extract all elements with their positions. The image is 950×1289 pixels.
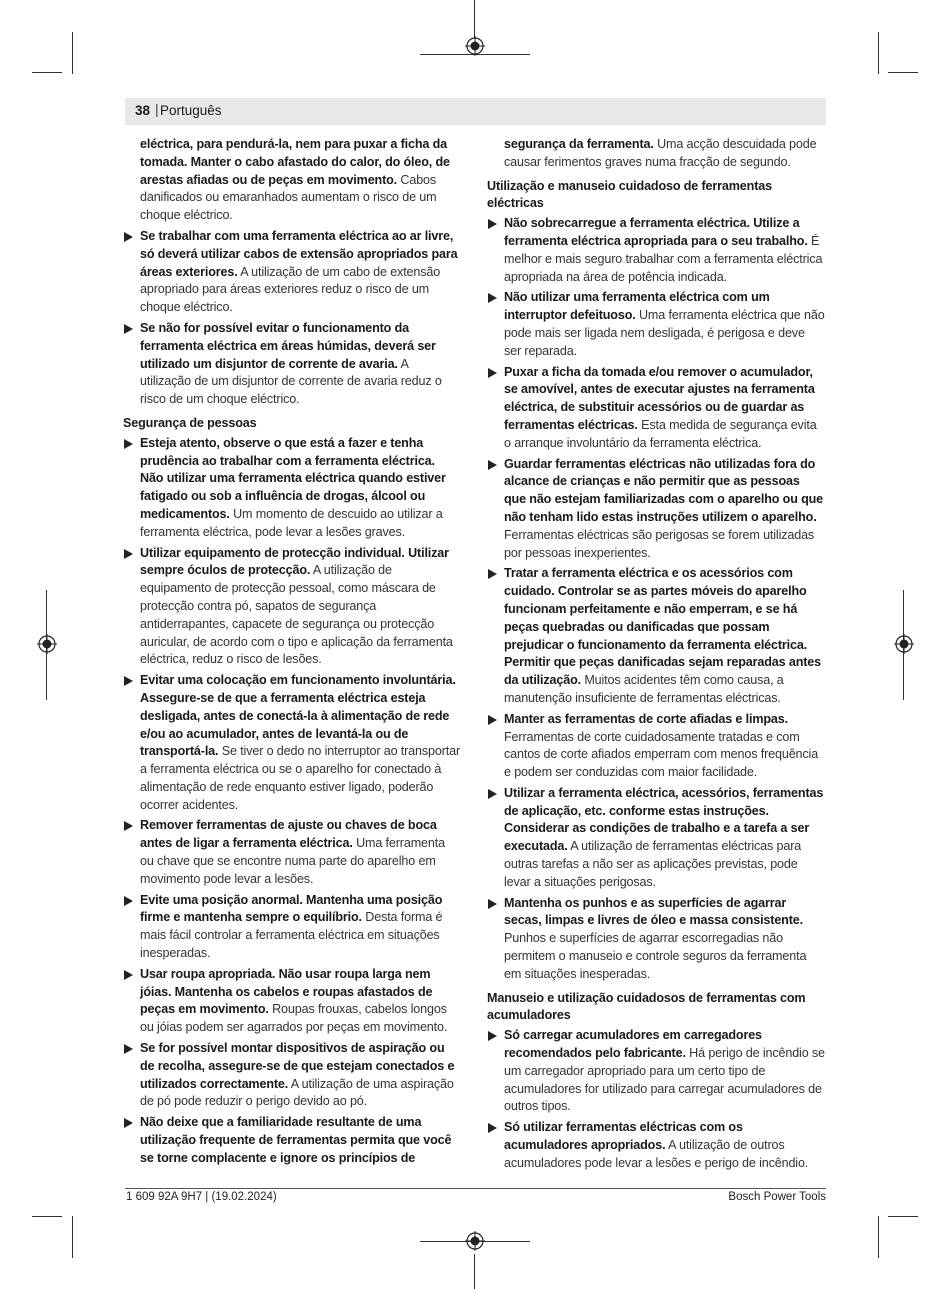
list-item: [123, 320, 461, 409]
paragraph: [123, 136, 461, 225]
bullet-arrow-icon: [124, 970, 133, 980]
crop-mark: [878, 1216, 879, 1258]
list-item: [487, 289, 825, 360]
bullet-arrow-icon: [124, 232, 133, 242]
bullet-arrow-icon: [488, 569, 497, 579]
crop-mark: [888, 72, 918, 73]
bold-text: Remover ferramentas de ajuste ou chaves de boca antes de ligar a ferramenta eléctrica.: [140, 818, 437, 851]
page-header-bar: [125, 98, 826, 125]
normal-text: Cabos danificados ou emaranhados aumentam o risco de um choque eléctrico.: [140, 172, 437, 223]
bold-text: Mantenha os punhos e as superfícies de agarrar secas, limpas e livres de óleo e massa consistente.: [504, 895, 803, 928]
normal-text: Esta medida de segurança evita o arranque involuntário da ferramenta eléctrica.: [504, 417, 817, 450]
header-language: Português: [160, 103, 222, 118]
normal-text: Há perigo de incêndio se um carregador apropriado para um certo tipo de acumuladores for utilizado para carregar acumuladores de outros tipos.: [504, 1046, 825, 1114]
header-separator: |: [155, 101, 159, 117]
normal-text: Muitos acidentes têm como causa, a manutenção insuficiente de ferramentas eléctricas.: [504, 673, 784, 705]
bullet-arrow-icon: [124, 439, 133, 449]
normal-text: Uma ferramenta eléctrica que não pode mais ser ligada nem desligada, é perigosa e deve ser reparada.: [504, 308, 825, 358]
bold-text: Guardar ferramentas eléctricas não utilizadas fora do alcance de crianças e não permitir que as pessoas que não estejam familiarizadas com o aparelho ou que não tenham lido estas instruções utilizem o aparelho.: [504, 456, 824, 524]
bullet-arrow-icon: [124, 549, 133, 559]
bullet-arrow-icon: [124, 1118, 133, 1128]
list-item: [123, 228, 461, 317]
list-item: [487, 215, 825, 286]
list-item: [487, 785, 825, 892]
normal-text: Uma acção descuidada pode causar ferimentos graves numa fracção de segundo.: [504, 137, 817, 169]
bold-text: eléctrica, para pendurá-la, nem para puxar a ficha da tomada. Manter o cabo afastado do calor, do óleo, de arestas afiadas ou de peças em movimento.: [140, 137, 450, 187]
bullet-arrow-icon: [124, 1044, 133, 1054]
bullet-arrow-icon: [124, 896, 133, 906]
section-heading: Utilização e manuseio cuidadoso de ferramentas eléctricas: [487, 178, 772, 211]
bullet-arrow-icon: [488, 789, 497, 799]
bullet-arrow-icon: [124, 821, 133, 831]
bold-text: Só carregar acumuladores em carregadores recomendados pelo fabricante.: [504, 1028, 762, 1061]
crop-mark: [72, 1216, 73, 1258]
bold-text: Tratar a ferramenta eléctrica e os acessórios com cuidado. Controlar se as partes móveis do aparelho funcionam perfeitamente e não emperram, e se há peças quebradas ou danificadas que possam prejudicar o funcionamento da ferramenta eléctrica. Permitir que peças danificadas sejam reparadas antes da utilização.: [504, 566, 821, 688]
page-number: 38: [135, 103, 151, 118]
bold-text: Evitar uma colocação em funcionamento involuntária. Assegure-se de que a ferramenta eléctrica esteja desligada, antes de conectá-la à alimentação de rede e/ou ao acumulador, antes de levantá-la ou de transportá-la.: [140, 673, 456, 759]
list-item: [123, 1040, 461, 1111]
footer-rule: [125, 1188, 826, 1189]
list-item: [123, 672, 461, 814]
bold-text: Puxar a ficha da tomada e/ou remover o acumulador, se amovível, antes de executar ajustes na ferramenta eléctrica, de substituir acessórios ou de guardar as ferramentas eléctricas.: [504, 364, 815, 432]
crop-mark: [32, 72, 62, 73]
registration-mark-icon: [37, 634, 57, 654]
bullet-arrow-icon: [488, 715, 497, 725]
right-column: [487, 136, 825, 1176]
bullet-arrow-icon: [488, 368, 497, 378]
crop-mark: [474, 0, 475, 38]
bullet-arrow-icon: [488, 1031, 497, 1041]
list-item: [487, 456, 825, 563]
list-item: [123, 966, 461, 1037]
normal-text: Um momento de descuido ao utilizar a ferramenta eléctrica, pode levar a lesões graves.: [140, 506, 443, 539]
registration-mark-icon: [465, 36, 485, 56]
list-item: [123, 1114, 461, 1167]
section-heading: Manuseio e utilização cuidadosos de ferramentas com acumuladores: [487, 990, 806, 1023]
paragraph: [487, 136, 825, 172]
list-item: [487, 1119, 825, 1172]
normal-text: A utilização de ferramentas eléctricas para outras tarefas a não ser as aplicações previstas, pode levar a situações perigosas.: [504, 839, 802, 889]
crop-mark: [72, 32, 73, 74]
crop-mark: [32, 1216, 62, 1217]
normal-text: Ferramentas eléctricas são perigosas se forem utilizadas por pessoas inexperientes.: [504, 527, 815, 560]
bold-text: Não sobrecarregue a ferramenta eléctrica. Utilize a ferramenta eléctrica apropriada para o seu trabalho.: [504, 216, 808, 248]
list-item: [123, 435, 461, 542]
bold-text: Se não for possível evitar o funcionamento da ferramenta eléctrica em áreas húmidas, deverá ser utilizado um disjuntor de corrente de avaria.: [140, 320, 436, 371]
bold-text: Se trabalhar com uma ferramenta eléctrica ao ar livre, só deverá utilizar cabos de extensão apropriados para áreas exteriores.: [140, 228, 458, 279]
normal-text: Punhos e superfícies de agarrar escorregadias não permitem o manuseio e controle seguros da ferramenta em situações inesperadas.: [504, 931, 807, 981]
bullet-arrow-icon: [488, 460, 497, 470]
normal-text: Uma ferramenta ou chave que se encontre numa parte do aparelho em movimento pode levar a lesões.: [140, 836, 445, 886]
bold-text: Utilizar equipamento de protecção individual. Utilizar sempre óculos de protecção.: [140, 545, 449, 578]
list-item: [487, 895, 825, 984]
normal-text: A utilização de outros acumuladores pode levar a lesões e perigo de incêndio.: [504, 1138, 809, 1170]
bullet-arrow-icon: [488, 219, 497, 229]
list-item: [487, 711, 825, 782]
footer-doc-code: 1 609 92A 9H7 | (19.02.2024): [126, 1191, 277, 1203]
normal-text: A utilização de um disjuntor de corrente de avaria reduz o risco de um choque eléctrico.: [140, 356, 442, 407]
bold-text: Utilizar a ferramenta eléctrica, acessórios, ferramentas de aplicação, etc. conforme estas instruções. Considerar as condições de trabalho e a tarefa a ser executada.: [504, 785, 824, 854]
section-heading: Segurança de pessoas: [123, 415, 257, 430]
normal-text: Roupas frouxas, cabelos longos ou jóias podem ser agarrados por peças em movimento.: [140, 1002, 448, 1035]
bullet-arrow-icon: [124, 324, 133, 334]
bullet-arrow-icon: [488, 1123, 497, 1133]
bold-text: Esteja atento, observe o que está a fazer e tenha prudência ao trabalhar com a ferramenta eléctrica. Não utilizar uma ferramenta eléctrica quando estiver fatigado ou sob a influência de drogas, álcool ou medicamentos.: [140, 435, 446, 521]
list-item: [123, 545, 461, 670]
normal-text: A utilização de equipamento de protecção pessoal, como máscara de protecção contra pó, sapatos de segurança antiderrapantes, capacete de segurança ou protecção auricular, de acordo com o tipo e aplicação da ferramenta eléctrica, reduz o risco de lesões.: [140, 563, 453, 667]
bold-text: Só utilizar ferramentas eléctricas com os acumuladores apropriados.: [504, 1120, 743, 1153]
list-item: [487, 1027, 825, 1116]
bullet-arrow-icon: [488, 899, 497, 909]
normal-text: Desta forma é mais fácil controlar a ferramenta eléctrica em situações inesperadas.: [140, 910, 443, 961]
bold-text: Evite uma posição anormal. Mantenha uma posição firme e mantenha sempre o equilíbrio.: [140, 892, 443, 925]
left-column: [123, 136, 461, 1171]
bold-text: Manter as ferramentas de corte afiadas e limpas.: [504, 711, 788, 726]
list-item: [123, 817, 461, 888]
list-item: [487, 565, 825, 707]
registration-mark-icon: [465, 1231, 485, 1251]
normal-text: A utilização de uma aspiração de pó pode reduzir o perigo devido ao pó.: [140, 1076, 454, 1109]
bold-text: Não deixe que a familiaridade resultante de uma utilização frequente de ferramentas permita que você se torne complacente e ignore os princípios de: [140, 1115, 452, 1165]
normal-text: Se tiver o dedo no interruptor ao transportar a ferramenta eléctrica ou se o aparelho for conectado à alimentação de rede enquanto estiver ligado, poderão ocorrer acidentes.: [140, 744, 461, 812]
bullet-arrow-icon: [124, 676, 133, 686]
list-item: [487, 364, 825, 453]
normal-text: Ferramentas de corte cuidadosamente tratadas e com cantos de corte afiados emperram com menos frequência e podem ser conduzidas com maior facilidade.: [504, 729, 819, 780]
bold-text: Não utilizar uma ferramenta eléctrica com um interruptor defeituoso.: [504, 290, 770, 323]
normal-text: A utilização de um cabo de extensão apropriado para áreas exteriores reduz o risco de um choque eléctrico.: [140, 264, 441, 315]
bold-text: segurança da ferramenta.: [504, 137, 654, 151]
crop-mark: [474, 1254, 475, 1289]
normal-text: É melhor e mais seguro trabalhar com a ferramenta eléctrica apropriada na área de potência indicada.: [504, 233, 823, 284]
footer-brand: Bosch Power Tools: [728, 1191, 826, 1203]
list-item: [123, 892, 461, 963]
bold-text: Usar roupa apropriada. Não usar roupa larga nem jóias. Mantenha os cabelos e roupas afastados de peças em movimento.: [140, 966, 433, 1017]
bold-text: Se for possível montar dispositivos de aspiração ou de recolha, assegure-se de que estejam conectados e utilizados correctamente.: [140, 1041, 455, 1091]
crop-mark: [888, 1216, 918, 1217]
bullet-arrow-icon: [488, 293, 497, 303]
crop-mark: [878, 32, 879, 74]
registration-mark-icon: [894, 634, 914, 654]
